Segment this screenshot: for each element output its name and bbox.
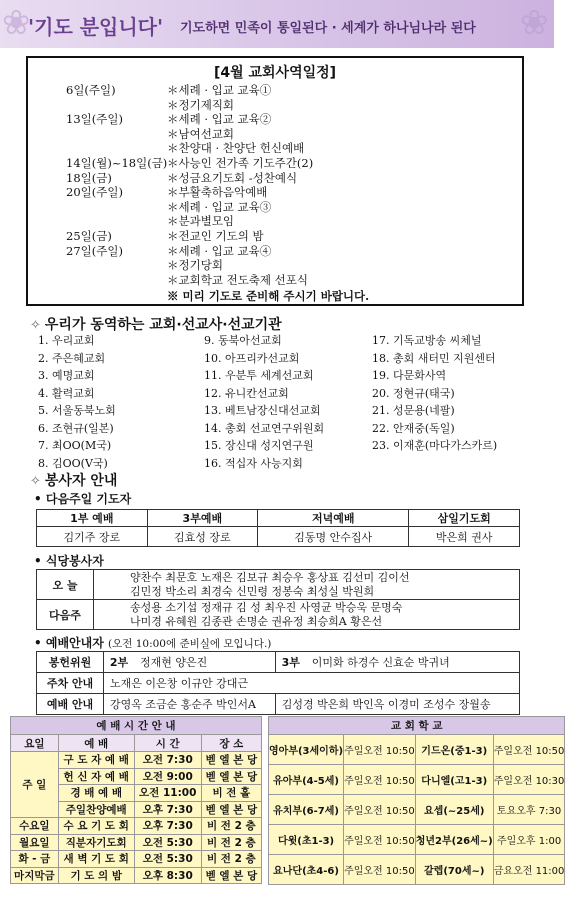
worship-place: 비 전 홀 — [201, 785, 261, 802]
usher-note: (오전 10:00에 준비실에 모입니다.) — [108, 638, 272, 650]
schedule-date: 25일(금) — [66, 229, 112, 243]
usher-names: 노재은 이은창 이규안 강대근 — [104, 673, 520, 694]
meal-label: 다음주 — [37, 600, 94, 630]
meal-names — [94, 600, 520, 630]
usher-part: 3부 — [275, 652, 306, 673]
schedule-date: 14일(월)~18일(금) — [66, 156, 168, 170]
schedule-event: ＊세례 · 입교 교육③ — [167, 199, 272, 214]
prayer-person: 김효성 장로 — [147, 527, 258, 547]
worship-name: 구 도 자 예 배 — [58, 752, 134, 769]
worship-time: 오전 5:30 — [134, 851, 201, 868]
school-dept: 요셉(~25세) — [415, 795, 493, 825]
mission-item: 15. 장신대 성지연구원 — [204, 439, 314, 452]
worship-time-row — [11, 752, 262, 769]
schedule-event: ＊전교인 기도의 밤 — [167, 229, 264, 243]
worship-name: 새 벽 기 도 회 — [58, 851, 134, 868]
prayer-service-header: 1부 예배 — [37, 510, 148, 527]
meal-label: 오 늘 — [37, 570, 94, 600]
schedule-event: ＊정기당회 — [167, 258, 223, 273]
meal-row — [37, 570, 520, 600]
usher-part: 2부 — [104, 652, 135, 673]
usher-names: 김성경 박은희 박인옥 이경미 조성수 장월송 — [275, 694, 519, 715]
prayer-subtitle: • 다음주일 기도자 — [34, 492, 132, 506]
mission-item: 21. 성문용(네팔) — [372, 404, 455, 417]
school-dept: 기드온(중1-3) — [415, 735, 493, 765]
worship-day: 월요일 — [11, 834, 59, 851]
mission-item: 14. 총회 선교연구위원회 — [204, 421, 325, 435]
meal-row — [37, 600, 520, 630]
schedule-date: 20일(주일) — [66, 185, 123, 200]
schedule-row — [28, 171, 522, 186]
school-dept: 청년2부(26세~) — [415, 825, 493, 855]
april-schedule-box — [26, 56, 524, 306]
mission-item: 12. 유니칸선교회 — [204, 386, 289, 400]
worship-place: 벧 엘 본 당 — [201, 752, 261, 769]
school-dept: 요나단(초4-6) — [269, 855, 344, 885]
schedule-row — [28, 200, 522, 215]
schedule-event: ＊분과별모임 — [167, 214, 235, 229]
school-time: 주일오후 1:00 — [493, 825, 565, 855]
school-time: 금요오전 11:00 — [493, 855, 565, 885]
usher-title: • 예배안내자 — [34, 636, 104, 650]
school-row — [269, 825, 565, 855]
worship-name: 수 요 기 도 회 — [58, 818, 134, 835]
worship-name: 경 배 예 배 — [58, 785, 134, 802]
schedule-row — [28, 141, 522, 156]
school-table — [268, 716, 565, 885]
worship-time: 오후 7:30 — [134, 818, 201, 835]
school-time: 주일오전 10:50 — [493, 735, 565, 765]
schedule-event: ＊남여선교회 — [167, 126, 235, 141]
school-time: 토요오후 7:30 — [493, 795, 565, 825]
mission-item: 8. 김OO(V국) — [38, 456, 108, 470]
school-time: 주일오전 10:30 — [493, 765, 565, 795]
worship-time-row — [11, 867, 262, 884]
worship-time-row — [11, 851, 262, 868]
school-row — [269, 735, 565, 765]
worship-place: 벧 엘 본 당 — [201, 768, 261, 785]
schedule-event: ＊정기제직회 — [167, 97, 235, 112]
sparkle-icon: ✧ — [30, 318, 41, 333]
mission-item: 2. 주은혜교회 — [38, 351, 106, 365]
worship-times-header: 예 배 — [58, 735, 134, 752]
mission-item: 4. 활력교회 — [38, 386, 95, 400]
worship-place: 비 전 2 층 — [201, 851, 261, 868]
worship-day: 수요일 — [11, 818, 59, 835]
schedule-date: 27일(주일) — [66, 243, 123, 258]
school-time: 주일오전 10:50 — [344, 765, 416, 795]
schedule-event: ＊교회학교 전도축제 선포식 — [167, 272, 309, 287]
prayer-person: 김동명 안수집사 — [258, 527, 409, 547]
school-row — [269, 855, 565, 885]
worship-times-header: 요일 — [11, 735, 59, 752]
school-time: 주일오전 10:50 — [344, 825, 416, 855]
schedule-row — [28, 185, 522, 200]
school-row — [269, 765, 565, 795]
worship-times-title: 예 배 시 간 안 내 — [11, 717, 262, 735]
worship-day: 주 일 — [11, 752, 59, 818]
worship-time: 오후 7:30 — [134, 801, 201, 818]
worship-times-header: 시 간 — [134, 735, 201, 752]
schedule-event: ＊부활축하음악예배 — [167, 185, 268, 200]
prayer-person: 김기주 장로 — [37, 527, 148, 547]
banner-title: '기도 분입니다' — [28, 15, 164, 39]
school-dept: 갈렙(70세~) — [415, 855, 493, 885]
mission-item: 10. 아프리카선교회 — [204, 351, 300, 365]
flower-decoration-icon: ❀ — [520, 3, 549, 43]
meal-subtitle: • 식당봉사자 — [34, 554, 104, 568]
header-banner — [0, 0, 554, 48]
schedule-event: ＊세례 · 입교 교육④ — [167, 243, 272, 258]
sparkle-icon: ✧ — [30, 474, 41, 489]
worship-name: 직분자기도회 — [58, 834, 134, 851]
schedule-row — [28, 229, 522, 244]
worship-day: 마지막금 — [11, 867, 59, 884]
schedule-event: ＊사능인 전가족 기도주간(2) — [167, 156, 314, 170]
meal-table — [36, 569, 520, 630]
school-time: 주일오전 10:50 — [344, 735, 416, 765]
worship-time-row — [11, 834, 262, 851]
school-dept: 유아부(4-5세) — [269, 765, 344, 795]
mission-item: 7. 최OO(M국) — [38, 439, 112, 452]
worship-name: 헌 신 자 예 배 — [58, 768, 134, 785]
schedule-date: 18일(금) — [66, 170, 112, 185]
worship-time: 오전 5:30 — [134, 834, 201, 851]
mission-item: 17. 기독교방송 씨체널 — [372, 334, 482, 347]
school-dept: 다니엘(고1-3) — [415, 765, 493, 795]
mission-item: 16. 적십자 사능지회 — [204, 456, 303, 470]
mission-item: 23. 이재훈(마다가스카르) — [372, 439, 498, 452]
worship-name: 주일찬양예배 — [58, 801, 134, 818]
mission-item: 5. 서울동북노회 — [38, 404, 116, 417]
school-time: 주일오전 10:50 — [344, 795, 416, 825]
schedule-event: ＊성금요기도회 -성찬예식 — [167, 170, 298, 185]
usher-subtitle — [34, 634, 271, 651]
schedule-row — [28, 83, 522, 98]
worship-time: 오후 8:30 — [134, 867, 201, 884]
mission-item: 9. 동북아선교회 — [204, 334, 282, 347]
meal-names-line: 김민정 박소리 최경숙 신민령 정봉숙 최성실 박원희 — [130, 584, 375, 598]
mission-item: 22. 안재중(독일) — [372, 421, 455, 435]
meal-names-line: 나미경 유혜원 김종관 손명순 권유정 최승희A 황은선 — [130, 614, 383, 628]
schedule-event: ＊세례 · 입교 교육② — [167, 112, 272, 127]
worship-time: 오전 9:00 — [134, 768, 201, 785]
banner-slogan: 기도하면 민족이 통일된다 · 세계가 하나님나라 된다 — [180, 21, 476, 36]
schedule-row — [28, 258, 522, 273]
worship-times-header: 장 소 — [201, 735, 261, 752]
usher-names: 강영옥 조금순 홍순주 박인서A — [104, 694, 276, 715]
usher-names: 이미화 하경수 신효순 박귀녀 — [306, 652, 520, 673]
meal-names — [94, 570, 520, 600]
schedule-row — [28, 214, 522, 229]
schedule-date: 13일(주일) — [66, 112, 123, 127]
mission-item: 13. 베트남장신대선교회 — [204, 404, 321, 417]
missions-title-row — [30, 314, 282, 334]
mission-item: 18. 총회 새터민 지원센터 — [372, 351, 496, 365]
schedule-event: ＊세례 · 입교 교육① — [167, 83, 272, 97]
schedule-event: ＊찬양대 · 찬양단 헌신예배 — [167, 141, 305, 156]
prayer-service-header: 삼일기도회 — [409, 510, 520, 527]
schedule-row — [28, 112, 522, 127]
mission-item: 19. 다문화사역 — [372, 369, 447, 382]
mission-item: 6. 조현규(일본) — [38, 421, 114, 435]
meal-names-line: 송성용 소기섭 정재규 김 성 최우진 사영균 박승욱 문명숙 — [130, 600, 403, 614]
worship-times-table — [10, 716, 262, 884]
schedule-row — [28, 98, 522, 113]
schedule-row — [28, 244, 522, 259]
meal-names-line: 양찬수 최문호 노재은 김보규 최승우 홍상표 김선미 김이선 — [130, 570, 410, 584]
worship-time-row — [11, 818, 262, 835]
mission-item: 1. 우리교회 — [38, 334, 95, 347]
schedule-date: 6일(주일) — [66, 83, 116, 97]
usher-label: 주차 안내 — [37, 673, 104, 694]
usher-names: 정재현 양은진 — [134, 652, 275, 673]
worship-place: 비 전 2 층 — [201, 818, 261, 835]
schedule-row — [28, 127, 522, 142]
schedule-row — [28, 273, 522, 288]
missions-title: 우리가 동역하는 교회·선교사·선교기관 — [44, 317, 282, 333]
usher-label: 봉헌위원 — [37, 652, 104, 673]
school-title: 교 회 학 교 — [269, 717, 565, 735]
volunteers-title: 봉사자 안내 — [44, 473, 118, 489]
prayer-service-header: 3부예배 — [147, 510, 258, 527]
mission-item: 20. 정현규(태국) — [372, 386, 455, 400]
worship-day: 화 - 금 — [11, 851, 59, 868]
worship-place: 벧 엘 본 당 — [201, 801, 261, 818]
prayer-person: 박은희 권사 — [409, 527, 520, 547]
worship-name: 기 도 의 밤 — [58, 867, 134, 884]
worship-place: 비 전 2 층 — [201, 834, 261, 851]
mission-item: 11. 우분투 세계선교회 — [204, 369, 314, 382]
worship-place: 벧 엘 본 당 — [201, 867, 261, 884]
worship-time: 오전 11:00 — [134, 785, 201, 802]
prayer-service-header: 저녁예배 — [258, 510, 409, 527]
mission-item: 3. 예명교회 — [38, 369, 95, 382]
usher-table — [36, 651, 520, 715]
school-dept: 영아부(3세이하) — [269, 735, 344, 765]
prayer-table — [36, 509, 520, 547]
school-dept: 유치부(6-7세) — [269, 795, 344, 825]
worship-time: 오전 7:30 — [134, 752, 201, 769]
schedule-row — [28, 156, 522, 171]
schedule-title: [4월 교회사역일정] — [213, 65, 337, 81]
usher-label: 예배 안내 — [37, 694, 104, 715]
schedule-note: ※ 미리 기도로 준비해 주시기 바랍니다. — [167, 289, 370, 303]
school-time: 주일오전 10:50 — [344, 855, 416, 885]
volunteers-title-row — [30, 470, 117, 490]
school-dept: 다윗(초1-3) — [269, 825, 344, 855]
school-row — [269, 795, 565, 825]
flower-decoration-icon: ❀ — [2, 3, 31, 43]
